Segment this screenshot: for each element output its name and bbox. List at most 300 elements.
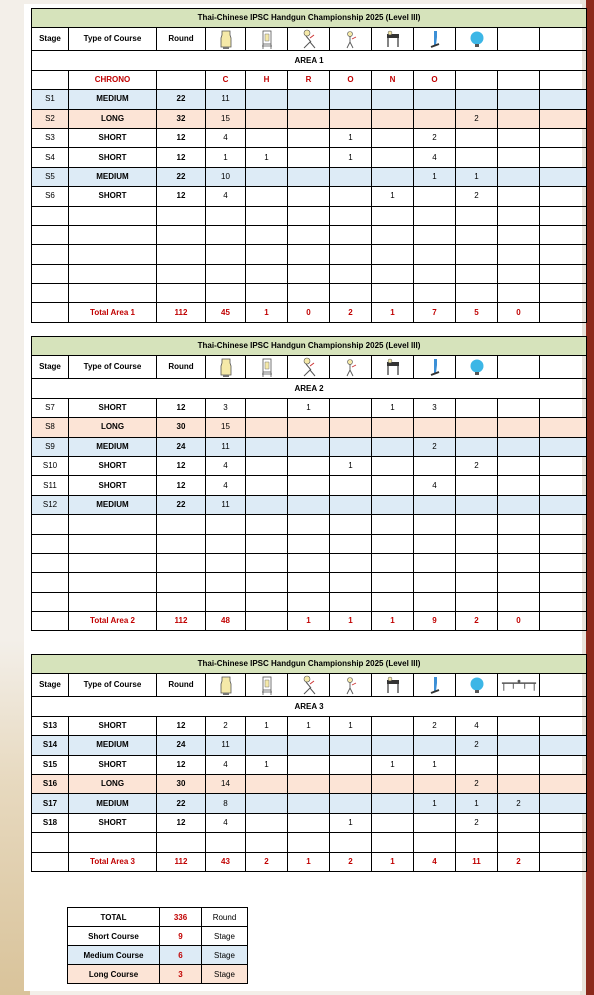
total-count-cell: 45 <box>206 303 246 322</box>
empty-cell <box>246 264 288 283</box>
empty-cell <box>540 476 587 495</box>
round-cell: 32 <box>157 109 206 128</box>
empty-cell <box>246 206 288 225</box>
target-count-cell <box>288 128 330 147</box>
empty-cell <box>540 284 587 303</box>
header-target-stand-icon <box>246 28 288 51</box>
round-cell: 12 <box>157 476 206 495</box>
empty-cell <box>69 515 157 534</box>
empty-cell <box>372 284 414 303</box>
empty-cell <box>246 833 288 852</box>
target-count-cell: 1 <box>246 716 288 735</box>
empty-cell <box>288 515 330 534</box>
empty-cell <box>157 833 206 852</box>
header-type-of-course: Type of Course <box>69 28 157 51</box>
target-count-cell <box>372 456 414 475</box>
total-count-cell: 1 <box>372 852 414 871</box>
empty-cell <box>456 70 498 89</box>
empty-cell <box>540 90 587 109</box>
empty-cell <box>288 206 330 225</box>
total-count-cell: 5 <box>456 303 498 322</box>
empty-cell <box>69 206 157 225</box>
target-count-cell: 14 <box>206 774 246 793</box>
total-count-cell: 2 <box>330 303 372 322</box>
empty-cell <box>288 573 330 592</box>
target-count-cell <box>246 794 288 813</box>
summary-row <box>68 927 248 946</box>
empty-cell <box>372 592 414 611</box>
target-count-cell: 1 <box>246 148 288 167</box>
target-count-cell: 4 <box>206 456 246 475</box>
empty-cell <box>540 264 587 283</box>
target-count-cell <box>288 437 330 456</box>
target-count-cell <box>246 398 288 417</box>
chrono-label: CHRONO <box>69 70 157 89</box>
empty-cell <box>540 437 587 456</box>
total-label: Total Area 3 <box>69 852 157 871</box>
target-count-cell: 4 <box>414 148 456 167</box>
total-round: 112 <box>157 303 206 322</box>
plate-rack-icon <box>426 35 444 44</box>
header-popper-icon <box>288 674 330 697</box>
empty-cell <box>498 245 540 264</box>
empty-cell <box>288 245 330 264</box>
target-count-cell <box>372 716 414 735</box>
target-count-cell <box>288 755 330 774</box>
target-count-cell <box>372 774 414 793</box>
target-count-cell: 1 <box>372 398 414 417</box>
empty-cell <box>206 534 246 553</box>
summary-unit: Stage <box>202 927 248 946</box>
championship-title: Thai-Chinese IPSC Handgun Championship 2025 (Level III) <box>32 337 587 356</box>
stage-cell: S14 <box>32 736 69 755</box>
target-count-cell <box>498 495 540 514</box>
empty-cell <box>206 206 246 225</box>
stage-cell: S5 <box>32 167 69 186</box>
empty-cell <box>246 245 288 264</box>
empty-cell <box>414 284 456 303</box>
header-target-stand-icon <box>246 674 288 697</box>
target-count-cell <box>456 755 498 774</box>
target-count-cell: 1 <box>456 167 498 186</box>
empty-cell <box>157 592 206 611</box>
target-count-cell <box>498 148 540 167</box>
header-steel-plate-icon <box>456 28 498 51</box>
target-count-cell <box>372 148 414 167</box>
mini-popper-icon <box>342 363 360 372</box>
target-count-cell <box>456 418 498 437</box>
empty-cell <box>414 206 456 225</box>
popper-icon <box>300 35 318 44</box>
chrono-letter: N <box>372 70 414 89</box>
summary-value: 336 <box>160 908 202 927</box>
target-count-cell <box>456 90 498 109</box>
target-count-cell: 4 <box>206 128 246 147</box>
empty-cell <box>540 245 587 264</box>
target-count-cell: 11 <box>206 495 246 514</box>
swinger-icon <box>384 35 402 44</box>
empty-cell <box>32 515 69 534</box>
empty-cell <box>246 592 288 611</box>
total-label: Total Area 1 <box>69 303 157 322</box>
header-bridge-icon <box>498 674 540 697</box>
target-count-cell <box>288 456 330 475</box>
header-type-of-course: Type of Course <box>69 674 157 697</box>
empty-cell <box>540 187 587 206</box>
total-count-cell: 1 <box>330 612 372 631</box>
course-type-cell: SHORT <box>69 813 157 832</box>
target-count-cell: 1 <box>372 187 414 206</box>
target-count-cell: 2 <box>498 794 540 813</box>
header-target-paper-icon <box>206 356 246 379</box>
empty-cell <box>456 245 498 264</box>
target-stand-icon <box>258 681 276 690</box>
target-count-cell: 2 <box>414 128 456 147</box>
stage-cell: S8 <box>32 418 69 437</box>
empty-cell <box>330 515 372 534</box>
header-plate-rack-icon <box>414 674 456 697</box>
header-popper-icon <box>288 28 330 51</box>
total-count-cell: 2 <box>498 852 540 871</box>
championship-title: Thai-Chinese IPSC Handgun Championship 2025 (Level III) <box>32 655 587 674</box>
empty-cell <box>414 833 456 852</box>
stage-cell: S17 <box>32 794 69 813</box>
target-count-cell <box>372 495 414 514</box>
empty-cell <box>330 592 372 611</box>
chrono-letter: C <box>206 70 246 89</box>
round-cell <box>157 70 206 89</box>
summary-value: 9 <box>160 927 202 946</box>
header-plate-rack-icon <box>414 28 456 51</box>
round-cell: 12 <box>157 187 206 206</box>
steel-plate-icon <box>468 681 486 690</box>
target-count-cell <box>498 774 540 793</box>
empty-cell <box>246 553 288 572</box>
empty-cell <box>372 225 414 244</box>
empty-cell <box>540 148 587 167</box>
empty-cell <box>414 225 456 244</box>
empty-cell <box>498 592 540 611</box>
header-plate-rack-icon <box>414 356 456 379</box>
empty-cell <box>206 284 246 303</box>
target-count-cell: 2 <box>456 736 498 755</box>
target-count-cell <box>330 736 372 755</box>
empty-cell <box>456 592 498 611</box>
target-paper-icon <box>217 681 235 690</box>
target-count-cell <box>246 418 288 437</box>
empty-cell <box>246 573 288 592</box>
round-cell: 30 <box>157 418 206 437</box>
stage-row <box>32 90 587 109</box>
target-count-cell <box>330 755 372 774</box>
empty-cell <box>330 284 372 303</box>
empty-cell <box>330 573 372 592</box>
header-steel-plate-icon <box>456 674 498 697</box>
empty-cell <box>498 833 540 852</box>
target-count-cell: 1 <box>414 755 456 774</box>
target-count-cell <box>498 187 540 206</box>
round-cell: 24 <box>157 736 206 755</box>
header-target-stand-icon <box>246 356 288 379</box>
target-count-cell <box>246 128 288 147</box>
empty-cell <box>414 264 456 283</box>
area-table-1 <box>31 8 586 323</box>
empty-cell <box>32 245 69 264</box>
target-count-cell <box>372 794 414 813</box>
target-count-cell <box>414 774 456 793</box>
area-table-3 <box>31 654 586 872</box>
empty-cell <box>372 573 414 592</box>
stage-cell: S6 <box>32 187 69 206</box>
target-count-cell <box>288 418 330 437</box>
stage-cell: S1 <box>32 90 69 109</box>
target-count-cell <box>246 456 288 475</box>
round-cell: 12 <box>157 148 206 167</box>
target-count-cell <box>498 167 540 186</box>
target-count-cell <box>414 736 456 755</box>
summary-value: 3 <box>160 965 202 984</box>
target-count-cell: 1 <box>330 128 372 147</box>
empty-cell <box>456 206 498 225</box>
empty-cell <box>157 534 206 553</box>
empty-cell <box>206 264 246 283</box>
empty-cell <box>414 515 456 534</box>
empty-cell <box>498 573 540 592</box>
header-target-paper-icon <box>206 674 246 697</box>
empty-cell <box>32 206 69 225</box>
target-count-cell <box>246 476 288 495</box>
target-count-cell <box>498 755 540 774</box>
target-count-cell: 1 <box>288 398 330 417</box>
header-empty <box>540 674 587 697</box>
total-count-cell: 0 <box>498 612 540 631</box>
stage-cell: S4 <box>32 148 69 167</box>
target-count-cell <box>330 418 372 437</box>
target-count-cell <box>498 398 540 417</box>
empty-cell <box>414 573 456 592</box>
stage-row <box>32 187 587 206</box>
empty-cell <box>540 755 587 774</box>
target-count-cell <box>498 716 540 735</box>
empty-cell <box>498 206 540 225</box>
total-round: 112 <box>157 612 206 631</box>
total-count-cell: 7 <box>414 303 456 322</box>
total-count-cell: 43 <box>206 852 246 871</box>
target-count-cell <box>288 109 330 128</box>
empty-cell <box>540 833 587 852</box>
total-count-cell: 0 <box>288 303 330 322</box>
target-count-cell <box>288 736 330 755</box>
empty-cell <box>32 225 69 244</box>
target-count-cell: 4 <box>206 187 246 206</box>
empty-cell <box>206 515 246 534</box>
header-swinger-icon <box>372 674 414 697</box>
target-count-cell: 2 <box>456 109 498 128</box>
round-cell: 22 <box>157 167 206 186</box>
steel-plate-icon <box>468 363 486 372</box>
target-paper-icon <box>217 35 235 44</box>
summary-label: Long Course <box>68 965 160 984</box>
target-count-cell <box>414 90 456 109</box>
empty-cell <box>540 456 587 475</box>
area-table-2 <box>31 336 586 631</box>
stage-row <box>32 476 587 495</box>
course-type-cell: MEDIUM <box>69 167 157 186</box>
swinger-icon <box>384 681 402 690</box>
mini-popper-icon <box>342 35 360 44</box>
target-count-cell: 1 <box>456 794 498 813</box>
stage-row <box>32 456 587 475</box>
target-count-cell: 4 <box>206 813 246 832</box>
course-type-cell: SHORT <box>69 128 157 147</box>
empty-cell <box>206 833 246 852</box>
summary-row <box>68 908 248 927</box>
course-type-cell: LONG <box>69 774 157 793</box>
round-cell: 12 <box>157 813 206 832</box>
target-count-cell <box>330 476 372 495</box>
target-count-cell: 1 <box>246 755 288 774</box>
target-count-cell <box>246 437 288 456</box>
header-round: Round <box>157 674 206 697</box>
stage-row <box>32 495 587 514</box>
target-count-cell <box>414 813 456 832</box>
empty-cell <box>540 612 587 631</box>
empty-cell <box>69 284 157 303</box>
header-round: Round <box>157 356 206 379</box>
empty-cell <box>330 534 372 553</box>
empty-cell <box>288 553 330 572</box>
target-count-cell: 2 <box>456 187 498 206</box>
chrono-letter: H <box>246 70 288 89</box>
course-type-cell: MEDIUM <box>69 794 157 813</box>
target-count-cell <box>414 495 456 514</box>
target-count-cell <box>372 437 414 456</box>
target-count-cell: 1 <box>288 716 330 735</box>
empty-cell <box>206 553 246 572</box>
empty-cell <box>372 534 414 553</box>
stage-row <box>32 716 587 735</box>
target-count-cell <box>372 109 414 128</box>
stage-cell: S3 <box>32 128 69 147</box>
target-count-cell: 15 <box>206 109 246 128</box>
total-count-cell: 1 <box>246 303 288 322</box>
empty-cell <box>456 284 498 303</box>
target-count-cell <box>288 476 330 495</box>
summary-label: Medium Course <box>68 946 160 965</box>
summary-row <box>68 946 248 965</box>
stage-row <box>32 418 587 437</box>
target-count-cell <box>372 418 414 437</box>
target-count-cell: 1 <box>330 716 372 735</box>
empty-cell <box>540 515 587 534</box>
empty-cell <box>540 813 587 832</box>
empty-cell <box>206 592 246 611</box>
empty-cell <box>32 553 69 572</box>
stage-cell: S10 <box>32 456 69 475</box>
empty-cell <box>456 534 498 553</box>
empty-cell <box>540 774 587 793</box>
target-count-cell: 4 <box>206 755 246 774</box>
target-count-cell: 2 <box>456 456 498 475</box>
empty-cell <box>540 303 587 322</box>
target-count-cell <box>288 148 330 167</box>
chrono-letter: R <box>288 70 330 89</box>
stage-cell: S16 <box>32 774 69 793</box>
target-count-cell <box>246 167 288 186</box>
empty-cell <box>32 534 69 553</box>
empty-cell <box>456 264 498 283</box>
empty-cell <box>456 833 498 852</box>
empty-cell <box>246 225 288 244</box>
target-count-cell <box>288 90 330 109</box>
empty-cell <box>288 264 330 283</box>
empty-cell <box>498 264 540 283</box>
target-count-cell <box>498 736 540 755</box>
empty-cell <box>288 534 330 553</box>
championship-title: Thai-Chinese IPSC Handgun Championship 2025 (Level III) <box>32 9 587 28</box>
document-sheet <box>24 4 582 991</box>
total-count-cell: 9 <box>414 612 456 631</box>
round-cell: 12 <box>157 128 206 147</box>
header-stage: Stage <box>32 28 69 51</box>
stage-row <box>32 736 587 755</box>
stage-cell: S2 <box>32 109 69 128</box>
target-count-cell <box>498 456 540 475</box>
empty-cell <box>330 833 372 852</box>
empty-cell <box>540 128 587 147</box>
course-type-cell: MEDIUM <box>69 736 157 755</box>
target-count-cell <box>246 774 288 793</box>
course-type-cell: SHORT <box>69 755 157 774</box>
empty-cell <box>157 245 206 264</box>
empty-cell <box>69 592 157 611</box>
total-count-cell: 2 <box>456 612 498 631</box>
empty-cell <box>157 553 206 572</box>
stage-row <box>32 148 587 167</box>
stage-cell: S15 <box>32 755 69 774</box>
total-count-cell: 2 <box>246 852 288 871</box>
empty-cell <box>540 418 587 437</box>
empty-cell <box>69 225 157 244</box>
target-count-cell <box>372 736 414 755</box>
empty-cell <box>206 225 246 244</box>
empty-cell <box>498 284 540 303</box>
header-target-paper-icon <box>206 28 246 51</box>
empty-cell <box>498 515 540 534</box>
decorative-stripe-right <box>586 0 594 995</box>
target-count-cell: 11 <box>206 736 246 755</box>
target-count-cell <box>246 90 288 109</box>
summary-table <box>67 907 248 984</box>
target-count-cell: 3 <box>414 398 456 417</box>
total-count-cell: 0 <box>498 303 540 322</box>
empty-cell <box>414 592 456 611</box>
round-cell: 24 <box>157 437 206 456</box>
stage-cell: S12 <box>32 495 69 514</box>
total-label: Total Area 2 <box>69 612 157 631</box>
empty-cell <box>414 553 456 572</box>
empty-cell <box>206 245 246 264</box>
summary-value: 6 <box>160 946 202 965</box>
empty-cell <box>157 264 206 283</box>
target-count-cell <box>330 437 372 456</box>
target-count-cell <box>288 187 330 206</box>
empty-cell <box>372 833 414 852</box>
empty-cell <box>330 206 372 225</box>
course-type-cell: SHORT <box>69 716 157 735</box>
empty-cell <box>540 716 587 735</box>
empty-cell <box>414 245 456 264</box>
